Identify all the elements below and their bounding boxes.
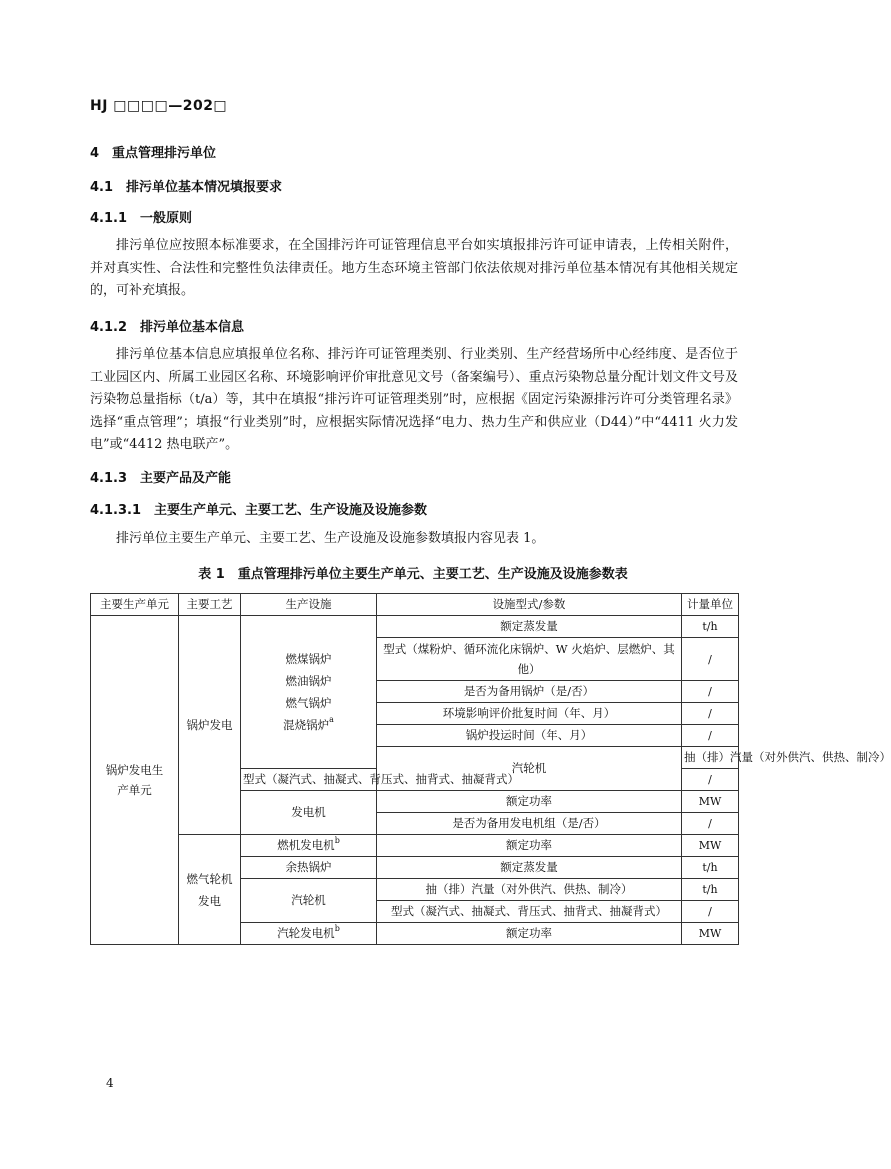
facility-cell-boiler: [241, 616, 377, 769]
process-cell-gas-turbine: 燃气轮机发电: [179, 835, 241, 945]
param-cell: 额定功率: [377, 923, 682, 945]
header-cell: 主要工艺: [179, 594, 241, 616]
facility-boiler-line: 燃煤锅炉: [285, 652, 332, 666]
paragraph-basic-info: 排污单位基本信息应填报单位名称、排污许可证管理类别、行业类别、生产经营场所中心经纬度、是否位于工业园区内、所属工业园区名称、环境影响评价审批意见文号（备案编号）、重点污染物总量分配计划文件文号及污染物总量指标（t/a）等，其中在填报“排污许可证管理类别”时，应根据《固定污染源排污许可分类管理名录》选择“重点管理”；填报“行业类别”时，应根据实际情况选择“电力、热力生产和供应业（D44）”中“4411 火力发电”或“4412 热电联产”。: [90, 347, 738, 452]
param-cell: 型式（凝汽式、抽凝式、背压式、抽背式、抽凝背式）: [241, 769, 377, 791]
param-cell: 环境影响评价批复时间（年、月）: [377, 703, 682, 725]
param-cell: 抽（排）汽量（对外供汽、供热、制冷）: [377, 879, 682, 901]
facility-cell-hrsg: 余热锅炉: [241, 857, 377, 879]
unit-value-cell: MW: [682, 791, 739, 813]
param-cell: 额定功率: [377, 835, 682, 857]
facility-cell-steam-generator: 汽轮发电机$^b$: [241, 923, 377, 945]
unit-value-cell: t/h: [682, 879, 739, 901]
table-row: [91, 616, 739, 638]
facility-parameter-table: [90, 593, 891, 945]
heading-4-1-2: 4.1.2 排污单位基本信息: [90, 320, 245, 335]
unit-value-cell: /: [682, 901, 739, 923]
heading-4-1-3-1: 4.1.3.1 主要生产单元、主要工艺、生产设施及设施参数: [90, 503, 427, 518]
page-number: 4: [106, 1076, 114, 1090]
param-cell: 抽（排）汽量（对外供汽、供热、制冷）: [682, 747, 739, 769]
unit-value-cell: /: [682, 769, 739, 791]
unit-value-cell: MW: [682, 835, 739, 857]
unit-value-cell: t/h: [682, 616, 739, 638]
header-cell: 计量单位: [682, 594, 739, 616]
unit-value-cell: /: [682, 813, 739, 835]
facility-boiler-line: 燃油锅炉: [285, 674, 332, 688]
header-cell: 生产设施: [241, 594, 377, 616]
facility-cell-turbine: 汽轮机: [377, 747, 682, 791]
param-cell: 是否为备用发电机组（是/否）: [377, 813, 682, 835]
param-cell: 是否为备用锅炉（是/否）: [377, 681, 682, 703]
table-row: [91, 835, 739, 857]
unit-value-cell: t/h: [682, 857, 739, 879]
header-cell: 主要生产单元: [91, 594, 179, 616]
paragraph-general-principle: 排污单位应按照本标准要求，在全国排污许可证管理信息平台如实填报排污许可证申请表，上传相关附件，并对真实性、合法性和完整性负法律责任。地方生态环境主管部门依法依规对排污单位基本情况有其他相关规定的，可补充填报。: [90, 238, 738, 298]
heading-4: 4 重点管理排污单位: [90, 146, 217, 161]
facility-cell-generator: 发电机: [241, 791, 377, 835]
heading-4-1: 4.1 排污单位基本情况填报要求: [90, 180, 283, 195]
param-cell: 型式（煤粉炉、循环流化床锅炉、W 火焰炉、层燃炉、其他）: [377, 638, 682, 681]
footnote-mark: b: [334, 924, 340, 933]
facility-cell-turbine: 汽轮机: [241, 879, 377, 923]
facility-boiler-line: 混烧锅炉$^a$: [283, 715, 334, 732]
paragraph-table-ref: 排污单位主要生产单元、主要工艺、生产设施及设施参数填报内容见表 1。: [116, 531, 545, 546]
unit-value-cell: /: [682, 703, 739, 725]
footnote-mark: b: [334, 836, 340, 845]
param-cell: 型式（凝汽式、抽凝式、背压式、抽背式、抽凝背式）: [377, 901, 682, 923]
param-cell: 额定蒸发量: [377, 616, 682, 638]
process-cell-boiler: 锅炉发电: [179, 616, 241, 835]
standard-number: HJ □□□□—202□: [90, 98, 228, 114]
heading-4-1-3: 4.1.3 主要产品及产能: [90, 471, 232, 486]
facility-cell-gas-generator: 燃机发电机$^b$: [241, 835, 377, 857]
table-header-row: [91, 594, 739, 616]
unit-value-cell: /: [682, 681, 739, 703]
unit-cell: 锅炉发电生产单元: [91, 616, 179, 945]
unit-value-cell: /: [682, 638, 739, 681]
unit-value-cell: /: [682, 725, 739, 747]
table-caption: 表 1 重点管理排污单位主要生产单元、主要工艺、生产设施及设施参数表: [198, 567, 628, 582]
heading-4-1-1: 4.1.1 一般原则: [90, 211, 193, 226]
param-cell: 额定功率: [377, 791, 682, 813]
param-cell: 锅炉投运时间（年、月）: [377, 725, 682, 747]
footnote-mark: a: [329, 715, 334, 724]
unit-value-cell: MW: [682, 923, 739, 945]
header-cell: 设施型式/参数: [377, 594, 682, 616]
param-cell: 额定蒸发量: [377, 857, 682, 879]
facility-boiler-line: 燃气锅炉: [285, 696, 332, 710]
